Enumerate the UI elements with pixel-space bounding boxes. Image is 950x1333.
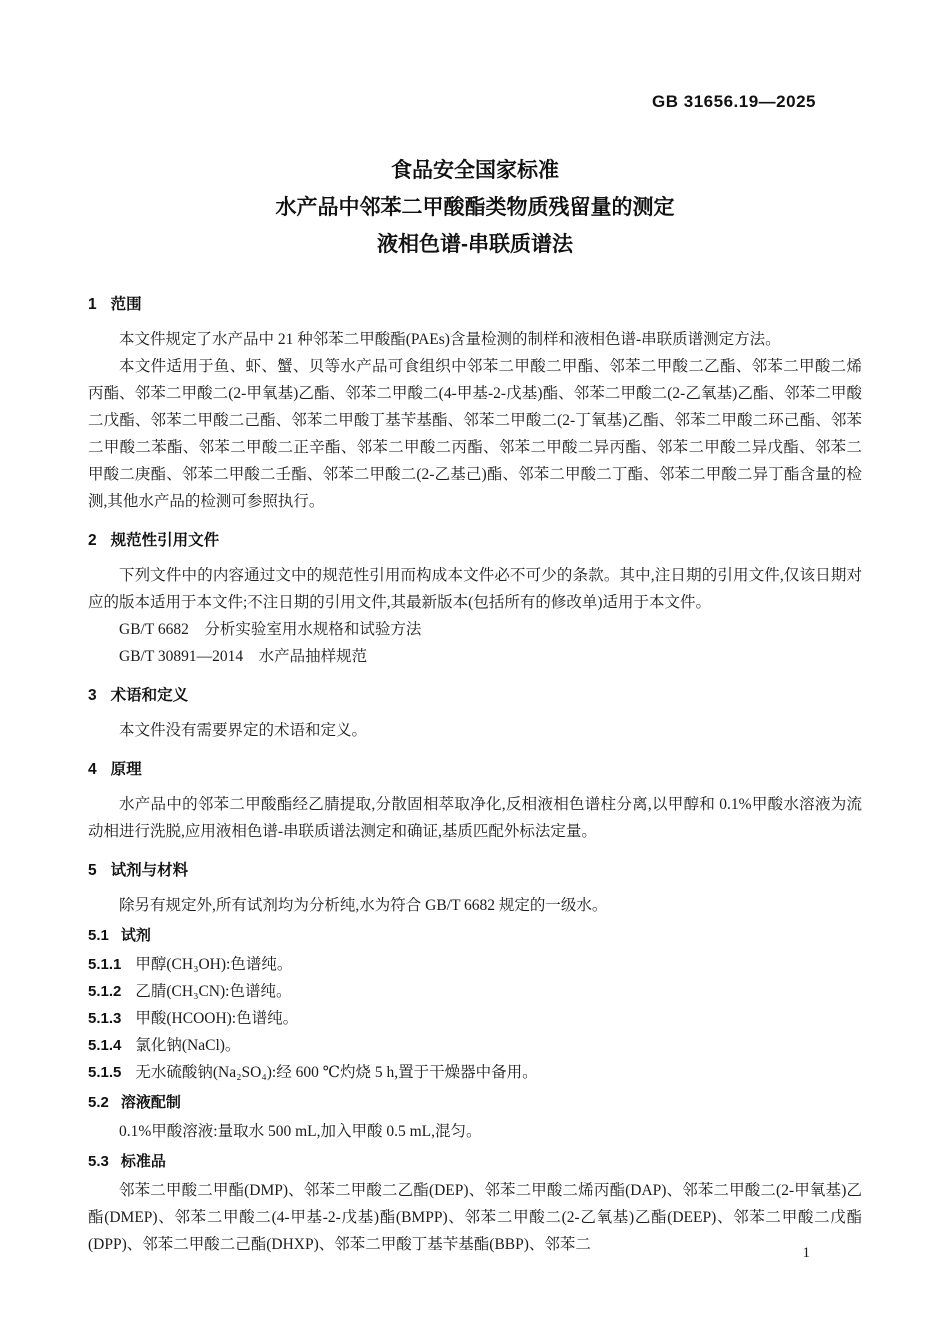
clause-5-2-heading (88, 1089, 862, 1116)
clause-5-1-number: 5.1 (88, 927, 109, 944)
reference-item-2: GB/T 30891—2014 水产品抽样规范 (119, 648, 368, 665)
clause-5-2-title: 溶液配制 (120, 1094, 181, 1111)
section-terms-title: 术语和定义 (110, 687, 189, 704)
standards-paragraph: 邻苯二甲酸二甲酯(DMP)、邻苯二甲酸二乙酯(DEP)、邻苯二甲酸二烯丙酯(DAP)、邻苯二甲酸二(2-甲氧基)乙酯(DMEP)、邻苯二甲酸二(4-甲基-2-戊基)酯(BMPP)、邻苯二甲酸二(2-乙氧基)乙酯(DEEP)、邻苯二甲酸二戊酯(DPP)、邻苯二甲酸二己酯(DHXP)、邻苯二甲酸丁基苄基酯(BBP)、邻苯二 (88, 1182, 862, 1253)
document-title-line-1: 食品安全国家标准 (391, 159, 559, 182)
clause-5-1-1-text: 甲醇(CH₃OH):色谱纯。 (135, 956, 293, 973)
section-reagents-number: 5 (88, 862, 97, 879)
clause-5-1-1-number: 5.1.1 (88, 956, 122, 973)
clause-5-1-5-number: 5.1.5 (88, 1064, 122, 1081)
section-terms-heading (88, 682, 862, 709)
principle-paragraph: 水产品中的邻苯二甲酸酯经乙腈提取,分散固相萃取净化,反相液相色谱柱分离,以甲醇和 0.1%甲酸水溶液为流动相进行洗脱,应用液相色谱-串联质谱法测定和确证,基质匹配外标法定量。 (88, 796, 862, 840)
clause-5-1-3 (88, 1005, 862, 1032)
section-reagents-heading (88, 857, 862, 884)
section-references-number: 2 (88, 532, 97, 549)
clause-5-1-4-number: 5.1.4 (88, 1037, 122, 1054)
clause-5-1-1 (88, 951, 862, 978)
clause-5-1-4-text: 氯化钠(NaCl)。 (135, 1037, 241, 1054)
clause-5-2-number: 5.2 (88, 1094, 109, 1111)
references-intro-paragraph: 下列文件中的内容通过文中的规范性引用而构成本文件必不可少的条款。其中,注日期的引用文件,仅该日期对应的版本适用于本文件;不注日期的引用文件,其最新版本(包括所有的修改单)适用于本文件。 (88, 567, 862, 611)
reagents-intro-paragraph: 除另有规定外,所有试剂均为分析纯,水为符合 GB/T 6682 规定的一级水。 (119, 897, 608, 914)
clause-5-3-number: 5.3 (88, 1153, 109, 1170)
clause-5-1-2 (88, 978, 862, 1005)
reference-item-1: GB/T 6682 分析实验室用水规格和试验方法 (119, 621, 422, 638)
clause-5-3-heading (88, 1148, 862, 1175)
section-principle-number: 4 (88, 761, 97, 778)
solution-paragraph: 0.1%甲酸溶液:量取水 500 mL,加入甲酸 0.5 mL,混匀。 (119, 1123, 482, 1140)
terms-paragraph: 本文件没有需要界定的术语和定义。 (119, 722, 368, 739)
scope-paragraph-2: 本文件适用于鱼、虾、蟹、贝等水产品可食组织中邻苯二甲酸二甲酯、邻苯二甲酸二乙酯、邻苯二甲酸二烯丙酯、邻苯二甲酸二(2-甲氧基)乙酯、邻苯二甲酸二(4-甲基-2-戊基)酯、邻苯二甲酸二(2-乙氧基)乙酯、邻苯二甲酸二戊酯、邻苯二甲酸二己酯、邻苯二甲酸丁基苄基酯、邻苯二甲酸二(2-丁氧基)乙酯、邻苯二甲酸二环己酯、邻苯二甲酸二苯酯、邻苯二甲酸二正辛酯、邻苯二甲酸二丙酯、邻苯二甲酸二异丙酯、邻苯二甲酸二异戊酯、邻苯二甲酸二庚酯、邻苯二甲酸二壬酯、邻苯二甲酸二(2-乙基己)酯、邻苯二甲酸二丁酯、邻苯二甲酸二异丁酯含量的检测,其他水产品的检测可参照执行。 (88, 358, 862, 510)
page-number: 1 (802, 1245, 810, 1261)
section-principle-heading (88, 756, 862, 783)
clause-5-1-4 (88, 1032, 862, 1059)
section-scope-number: 1 (88, 296, 97, 313)
clause-5-1-3-number: 5.1.3 (88, 1010, 122, 1027)
section-scope-title: 范围 (110, 296, 142, 313)
clause-5-1-3-text: 甲酸(HCOOH):色谱纯。 (135, 1010, 299, 1027)
clause-5-1-2-text: 乙腈(CH₃CN):色谱纯。 (135, 983, 292, 1000)
clause-5-1-5-text: 无水硫酸钠(Na₂SO₄):经 600 ℃灼烧 5 h,置于干燥器中备用。 (135, 1064, 538, 1081)
section-principle-title: 原理 (110, 761, 142, 778)
section-terms-number: 3 (88, 687, 97, 704)
clause-5-3-title: 标准品 (120, 1153, 166, 1170)
scope-paragraph-1: 本文件规定了水产品中 21 种邻苯二甲酸酯(PAEs)含量检测的制样和液相色谱-串联质谱测定方法。 (119, 331, 781, 348)
document-title-line-3: 液相色谱-串联质谱法 (377, 233, 573, 256)
section-references-heading (88, 527, 862, 554)
clause-5-1-5 (88, 1059, 862, 1086)
section-references-title: 规范性引用文件 (110, 532, 220, 549)
document-title-line-2: 水产品中邻苯二甲酸酯类物质残留量的测定 (275, 196, 675, 219)
document-title (88, 152, 862, 263)
section-scope-heading (88, 291, 862, 318)
section-reagents-title: 试剂与材料 (110, 862, 189, 879)
clause-5-1-title: 试剂 (120, 927, 151, 944)
clause-5-1-heading (88, 922, 862, 949)
standard-number: GB 31656.19—2025 (652, 92, 816, 111)
clause-5-1-2-number: 5.1.2 (88, 983, 122, 1000)
